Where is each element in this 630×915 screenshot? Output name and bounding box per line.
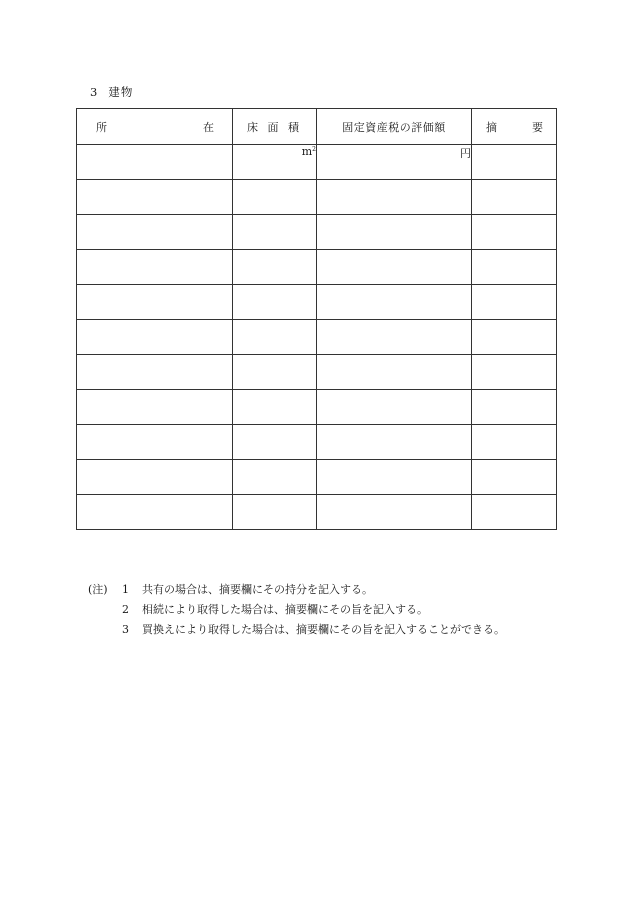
- header-row: [77, 109, 557, 145]
- assessed-value-cell[interactable]: [317, 390, 472, 425]
- floor-area-cell[interactable]: [233, 355, 317, 390]
- table-row: [77, 145, 557, 180]
- floor-area-cell[interactable]: [233, 390, 317, 425]
- floor-area-cell[interactable]: [233, 145, 317, 180]
- table-row: [77, 285, 557, 320]
- assessed-value-cell[interactable]: [317, 145, 472, 180]
- table-row: [77, 390, 557, 425]
- location-cell[interactable]: [77, 285, 233, 320]
- location-cell[interactable]: [77, 145, 233, 180]
- header-location: [77, 109, 233, 145]
- location-cell[interactable]: [77, 495, 233, 530]
- remarks-cell[interactable]: [472, 285, 557, 320]
- location-cell[interactable]: [77, 390, 233, 425]
- location-cell[interactable]: [77, 250, 233, 285]
- table-row: [77, 355, 557, 390]
- table-row: [77, 215, 557, 250]
- section-heading: 建物: [108, 85, 134, 99]
- floor-area-cell[interactable]: [233, 460, 317, 495]
- note-text: 共有の場合は、摘要欄にその持分を記入する。: [142, 583, 373, 596]
- note-number: 3: [122, 623, 129, 636]
- assessed-value-cell[interactable]: [317, 215, 472, 250]
- assessed-value-cell[interactable]: [317, 460, 472, 495]
- area-unit-superscript: 2: [312, 146, 316, 153]
- remarks-cell[interactable]: [472, 145, 557, 180]
- header-location-left: 所: [96, 120, 107, 134]
- value-unit: 円: [460, 147, 471, 160]
- table-row: [77, 495, 557, 530]
- table-row: [77, 320, 557, 355]
- assessed-value-cell[interactable]: [317, 355, 472, 390]
- note-item: [88, 580, 505, 600]
- remarks-cell[interactable]: [472, 425, 557, 460]
- assessed-value-cell[interactable]: [317, 320, 472, 355]
- location-cell[interactable]: [77, 460, 233, 495]
- assessed-value-cell[interactable]: [317, 285, 472, 320]
- remarks-cell[interactable]: [472, 250, 557, 285]
- table-row: [77, 460, 557, 495]
- note-text: 買換えにより取得した場合は、摘要欄にその旨を記入することができる。: [142, 623, 505, 636]
- assessed-value-cell[interactable]: [317, 250, 472, 285]
- assessed-value-cell[interactable]: [317, 495, 472, 530]
- header-location-right: 在: [203, 120, 214, 134]
- assessed-value-cell[interactable]: [317, 425, 472, 460]
- header-floor-area: 床 面 積: [233, 109, 317, 145]
- floor-area-cell[interactable]: [233, 285, 317, 320]
- section-number: 3: [90, 85, 99, 99]
- location-cell[interactable]: [77, 425, 233, 460]
- header-remarks: [472, 109, 557, 145]
- note-number: 2: [122, 603, 129, 616]
- note-text: 相続により取得した場合は、摘要欄にその旨を記入する。: [142, 603, 428, 616]
- header-assessed-value: 固定資産税の評価額: [317, 109, 472, 145]
- floor-area-cell[interactable]: [233, 495, 317, 530]
- location-cell[interactable]: [77, 355, 233, 390]
- area-unit: m: [301, 145, 313, 158]
- location-cell[interactable]: [77, 215, 233, 250]
- remarks-cell[interactable]: [472, 390, 557, 425]
- table-row: [77, 250, 557, 285]
- location-cell[interactable]: [77, 320, 233, 355]
- remarks-cell[interactable]: [472, 180, 557, 215]
- assessed-value-cell[interactable]: [317, 180, 472, 215]
- header-remarks-left: 摘: [486, 120, 497, 134]
- remarks-cell[interactable]: [472, 355, 557, 390]
- note-number: 1: [122, 583, 129, 596]
- note-item: [88, 600, 505, 620]
- remarks-cell[interactable]: [472, 495, 557, 530]
- table-row: [77, 425, 557, 460]
- remarks-cell[interactable]: [472, 460, 557, 495]
- remarks-cell[interactable]: [472, 215, 557, 250]
- header-remarks-right: 要: [532, 120, 543, 134]
- notes: [88, 580, 505, 640]
- floor-area-cell[interactable]: [233, 215, 317, 250]
- building-table: [76, 108, 557, 530]
- floor-area-cell[interactable]: [233, 425, 317, 460]
- section-title: [90, 84, 133, 100]
- floor-area-cell[interactable]: [233, 180, 317, 215]
- table-row: [77, 180, 557, 215]
- floor-area-cell[interactable]: [233, 250, 317, 285]
- location-cell[interactable]: [77, 180, 233, 215]
- note-prefix: (注): [88, 583, 108, 596]
- note-item: [88, 620, 505, 640]
- remarks-cell[interactable]: [472, 320, 557, 355]
- floor-area-cell[interactable]: [233, 320, 317, 355]
